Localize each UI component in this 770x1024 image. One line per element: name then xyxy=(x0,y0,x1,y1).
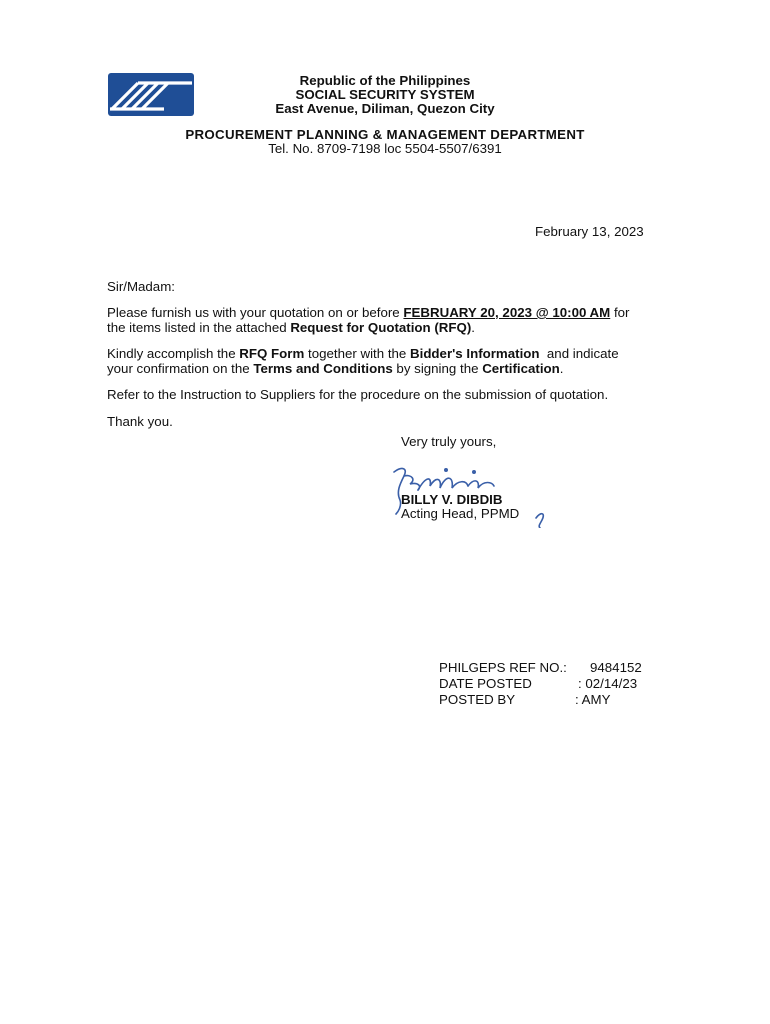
date-posted-label: DATE POSTED xyxy=(439,676,532,691)
posted-by-label: POSTED BY xyxy=(439,692,516,707)
paragraph-deadline: Please furnish us with your quotation on or before FEBRUARY 20, 2023 @ 10:00 AM for the items listed in the attached Request for Quotation (RFQ). xyxy=(107,305,630,335)
header-agency: SOCIAL SECURITY SYSTEM xyxy=(295,87,475,102)
header-telephone: Tel. No. 8709-7198 loc 5504-5507/6391 xyxy=(268,141,502,156)
philgeps-ref-label: PHILGEPS REF NO.: xyxy=(439,660,567,675)
paragraph-instructions: Kindly accomplish the RFQ Form together with the Bidder's Information and indicate your confirmation on the Terms and Conditions by signing the Certification. xyxy=(107,346,619,376)
salutation: Sir/Madam: xyxy=(107,279,175,294)
header-address: East Avenue, Diliman, Quezon City xyxy=(275,101,495,116)
date-posted-value: : 02/14/23 xyxy=(578,676,638,691)
header-department: PROCUREMENT PLANNING & MANAGEMENT DEPARTMENT xyxy=(185,127,585,142)
deadline-date: FEBRUARY 20, 2023 @ 10:00 AM xyxy=(403,305,611,320)
header-republic: Republic of the Philippines xyxy=(299,73,471,88)
closing: Very truly yours, xyxy=(401,434,497,449)
posted-by-value: : AMY xyxy=(575,692,611,707)
rfq-reference: Request for Quotation (RFQ) xyxy=(290,320,472,335)
signatory-name: BILLY V. DIBDIB xyxy=(401,492,503,507)
signatory-title: Acting Head, PPMD xyxy=(401,506,520,521)
thank-you: Thank you. xyxy=(107,414,173,429)
letter-date: February 13, 2023 xyxy=(535,224,644,239)
paragraph-procedure: Refer to the Instruction to Suppliers for the procedure on the submission of quotation. xyxy=(107,387,609,402)
philgeps-ref-value: 9484152 xyxy=(590,660,642,675)
